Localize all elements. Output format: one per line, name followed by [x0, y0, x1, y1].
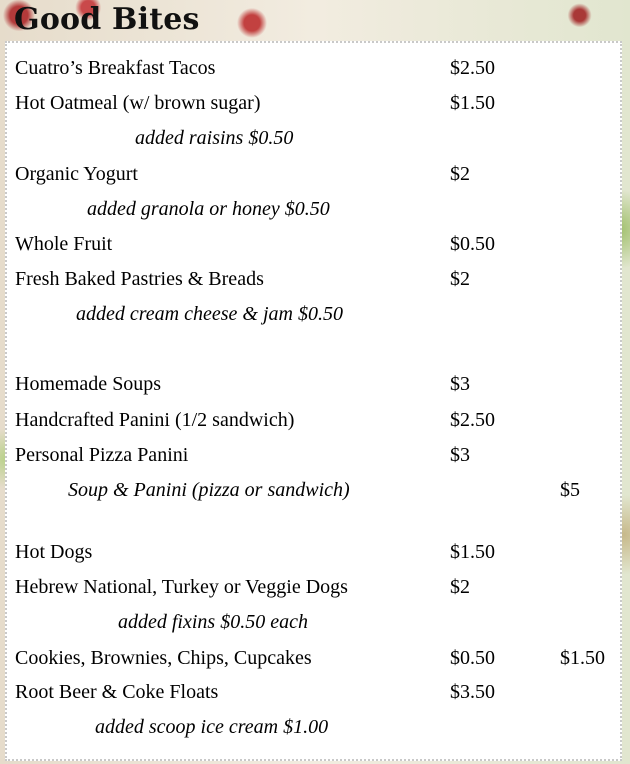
item-price: $2 [450, 163, 470, 185]
combo-price: $5 [560, 479, 580, 501]
item-price: $2.50 [450, 57, 495, 79]
menu-combo [7, 475, 620, 505]
item-name: Personal Pizza Panini [15, 444, 189, 466]
menu-addon [7, 607, 620, 637]
menu-item [7, 440, 620, 470]
menu-item [7, 159, 620, 189]
menu-item [7, 264, 620, 294]
menu-addon [7, 299, 620, 329]
item-name: Cookies, Brownies, Chips, Cupcakes [15, 647, 312, 669]
item-name: Hot Oatmeal (w/ brown sugar) [15, 92, 261, 114]
menu-addon [7, 712, 620, 742]
combo-text: Soup & Panini (pizza or sandwich) [68, 479, 350, 501]
addon-text: added fixins $0.50 each [118, 611, 308, 633]
item-price: $0.50 [450, 647, 495, 669]
menu-item [7, 643, 620, 673]
menu-item [7, 537, 620, 567]
addon-text: added granola or honey $0.50 [87, 198, 330, 220]
item-price: $1.50 [450, 92, 495, 114]
item-price: $1.50 [450, 541, 495, 563]
item-price: $2 [450, 268, 470, 290]
item-price: $0.50 [450, 233, 495, 255]
menu-addon [7, 194, 620, 224]
item-name: Whole Fruit [15, 233, 113, 255]
item-name: Homemade Soups [15, 373, 162, 395]
item-price: $3.50 [450, 681, 495, 703]
menu-item [7, 88, 620, 118]
item-name: Organic Yogurt [15, 163, 138, 185]
menu-item [7, 369, 620, 399]
menu-item [7, 405, 620, 435]
item-name: Handcrafted Panini (1/2 sandwich) [15, 409, 295, 431]
menu-addon [7, 123, 620, 153]
item-name: Root Beer & Coke Floats [15, 681, 219, 703]
item-price: $2 [450, 576, 470, 598]
item-name: Cuatro’s Breakfast Tacos [15, 57, 216, 79]
item-name: Hot Dogs [15, 541, 93, 563]
addon-text: added scoop ice cream $1.00 [95, 716, 329, 738]
item-price: $3 [450, 373, 470, 395]
menu-panel [5, 41, 622, 761]
addon-text: added cream cheese & jam $0.50 [76, 303, 343, 325]
item-name: Fresh Baked Pastries & Breads [15, 268, 264, 290]
item-price: $2.50 [450, 409, 495, 431]
menu-item [7, 53, 620, 83]
page-title: Good Bites [14, 2, 200, 37]
menu-item [7, 229, 620, 259]
item-price-alt: $1.50 [560, 647, 605, 669]
item-price: $3 [450, 444, 470, 466]
addon-text: added raisins $0.50 [135, 127, 294, 149]
menu-item [7, 677, 620, 707]
item-name: Hebrew National, Turkey or Veggie Dogs [15, 576, 348, 598]
menu-item [7, 572, 620, 602]
